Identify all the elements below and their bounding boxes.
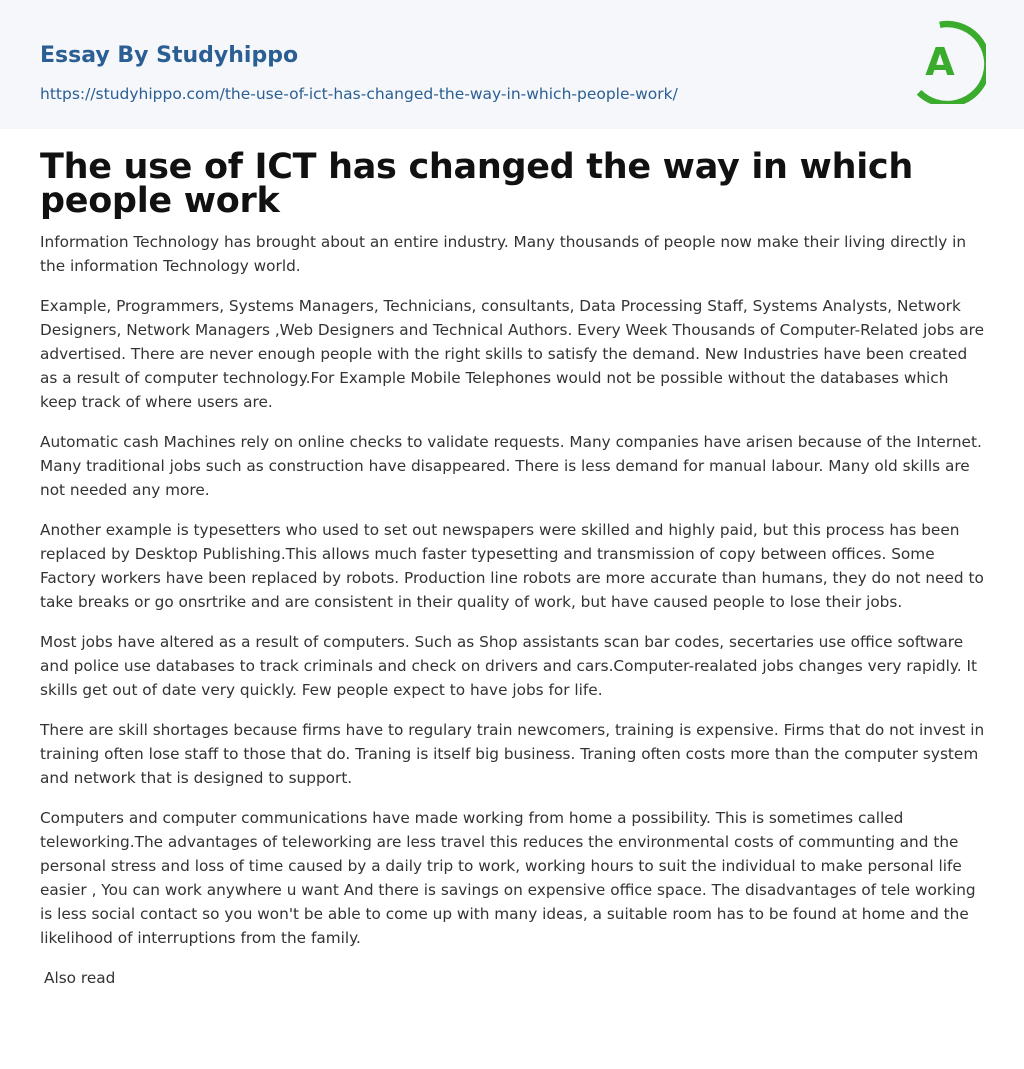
article xyxy=(40,147,985,990)
also-read-label: Also read xyxy=(44,969,116,987)
paragraph: Example, Programmers, Systems Managers, Technicians, consultants, Data Processing Staff, Systems Analysts, Network Designers, Network Managers ,Web Designers and Technical Authors. Every Week Thousands of Computer-Related jobs are advertised. There are never enough people with the right skills to satisfy the demand. New Industries have been created as a result of computer technology.For Example Mobile Telephones would not be possible without the databases which keep track of where users are. xyxy=(40,297,984,411)
logo-letter: A xyxy=(925,40,955,84)
paragraph: Another example is typesetters who used to set out newspapers were skilled and highly paid, but this process has been replaced by Desktop Publishing.This allows much faster typesetting and transmission of copy between offices. Some Factory workers have been replaced by robots. Production line robots are more accurate than humans, they do not need to take breaks or go onsrtrike and are consistent in their quality of work, but have caused people to lose their jobs. xyxy=(40,521,984,611)
studyhippo-logo-icon[interactable] xyxy=(912,20,986,104)
article-title: The use of ICT has changed the way in which people work xyxy=(40,147,913,221)
source-url-link[interactable]: https://studyhippo.com/the-use-of-ict-has-changed-the-way-in-which-people-work/ xyxy=(40,85,678,103)
paragraph: Computers and computer communications have made working from home a possibility. This is sometimes called teleworking.The advantages of teleworking are less travel this reduces the environmental costs of communting and the personal stress and loss of time caused by a daily trip to work, working hours to suit the individual to make personal life easier , You can work anywhere u want And there is savings on expensive office space. The disadvantages of tele working is less social contact so you won't be able to come up with many ideas, a suitable room has to be found at home and the likelihood of interruptions from the family. xyxy=(40,809,976,947)
page-header xyxy=(0,0,1024,129)
paragraph: Automatic cash Machines rely on online checks to validate requests. Many companies have arisen because of the Internet. Many traditional jobs such as construction have disappeared. There is less demand for manual labour. Many old skills are not needed any more. xyxy=(40,433,982,499)
paragraph: Information Technology has brought about an entire industry. Many thousands of people now make their living directly in the information Technology world. xyxy=(40,233,967,275)
paragraph: There are skill shortages because firms have to regulary train newcomers, training is expensive. Firms that do not invest in training often lose staff to those that do. Traning is itself big business. Traning often costs more than the computer system and network that is designed to support. xyxy=(40,721,985,787)
brand-title[interactable]: Essay By Studyhippo xyxy=(40,43,299,68)
article-body xyxy=(40,230,985,990)
paragraph: Most jobs have altered as a result of computers. Such as Shop assistants scan bar codes, secertaries use office software and police use databases to track criminals and check on drivers and cars.Computer-realated jobs changes very rapidly. It skills get out of date very quickly. Few people expect to have jobs for life. xyxy=(40,633,977,699)
